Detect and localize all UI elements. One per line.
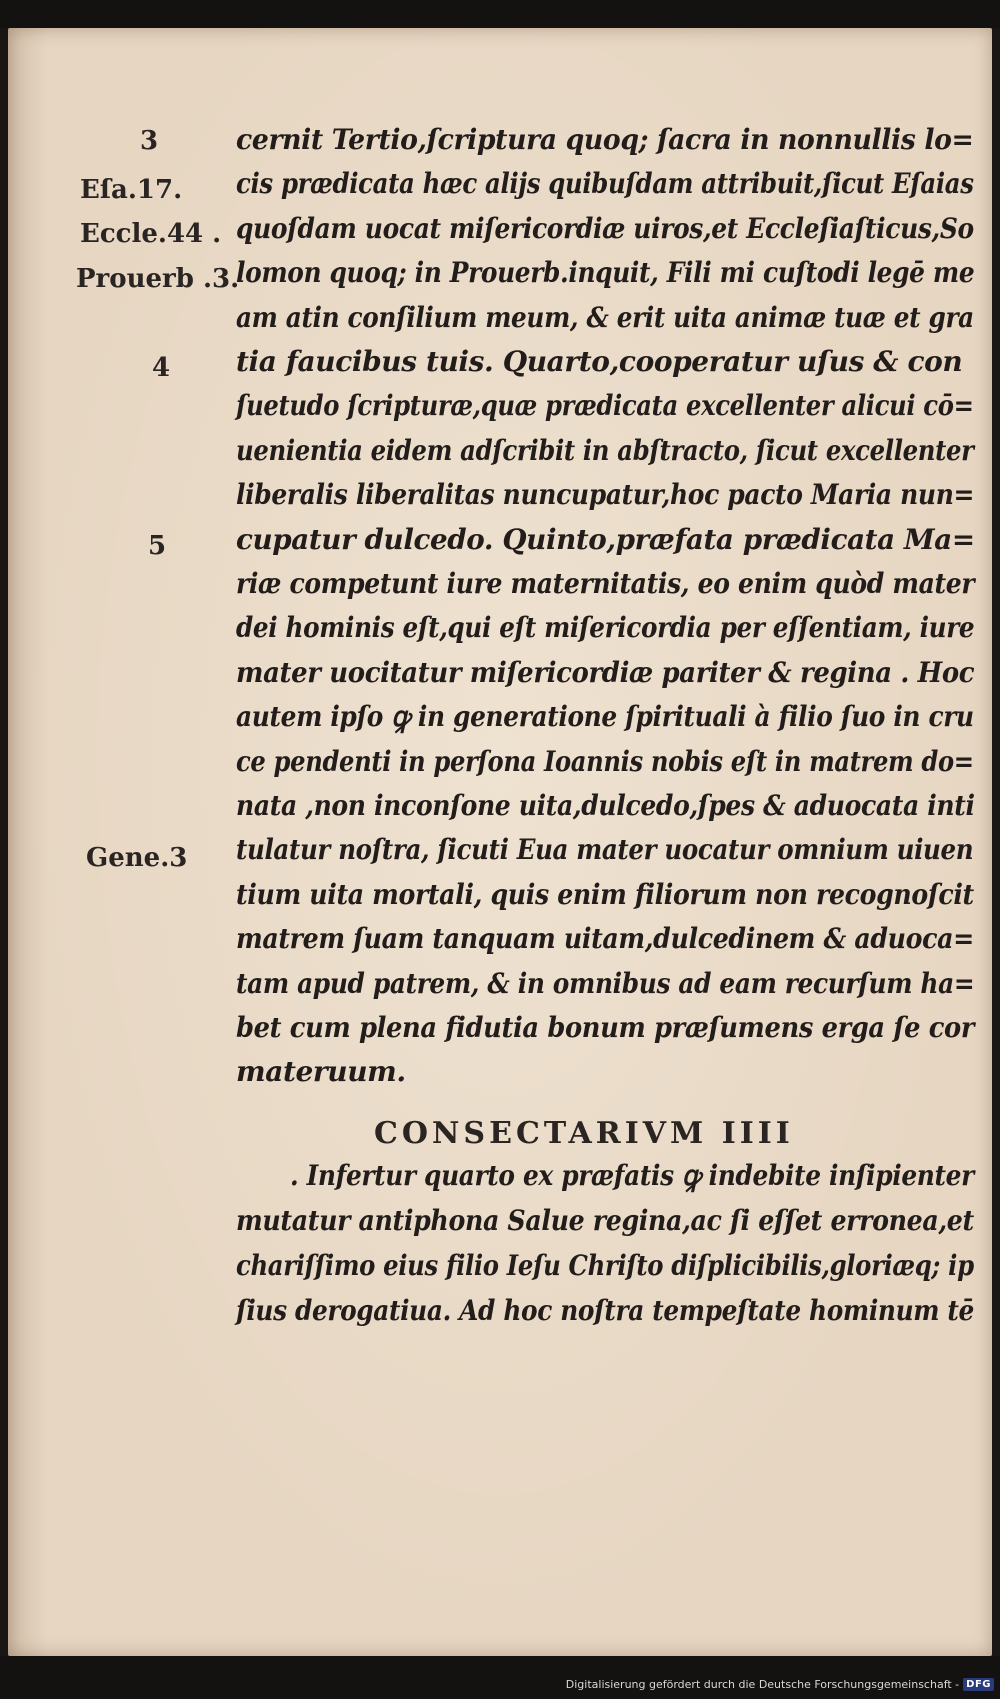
- text-line: uenientia eidem adſcribit in abſtracto, ſicut excellenter: [236, 434, 974, 467]
- text-line: ſius derogatiua. Ad hoc noſtra tempeſtate hominum tē: [236, 1294, 974, 1327]
- text-line: nata ,non inconſone uita,dulcedo,ſpes & aduocata inti: [236, 789, 975, 822]
- margin-note: 4: [152, 353, 171, 383]
- digitization-credit: [566, 1675, 994, 1693]
- text-line: quoſdam uocat miſericordiæ uiros,et Eccleſiaſticus,So: [236, 212, 974, 245]
- text-line: ce pendenti in perſona Ioannis nobis eſt in matrem do=: [236, 745, 974, 778]
- margin-note: Prouerb .3.: [76, 264, 240, 294]
- section-heading: CONSECTARIVM IIII: [374, 1116, 794, 1151]
- text-line: materuum.: [236, 1055, 406, 1088]
- credit-text: Digitalisierung gefördert durch die Deutsche Forschungsgemeinschaft -: [565, 1677, 960, 1691]
- text-line: dei hominis eſt,qui eſt miſericordia per eſſentiam, iure: [236, 611, 975, 644]
- margin-note: Eſa.17.: [80, 175, 183, 205]
- dfg-logo-icon: DFG: [963, 1678, 994, 1691]
- text-line: liberalis liberalitas nuncupatur,hoc pacto Maria nun=: [236, 478, 975, 511]
- text-line: mater uocitatur miſericordiæ pariter & regina . Hoc: [236, 656, 975, 689]
- text-line: . Infertur quarto ex præfatis ꝙ indebite inſipienter: [290, 1159, 974, 1192]
- margin-note: Eccle.44 .: [80, 219, 222, 249]
- text-line: am atin conſilium meum, & erit uita animæ tuæ et gra: [236, 301, 974, 334]
- text-line: bet cum plena fidutia bonum præſumens erga ſe cor: [236, 1011, 975, 1044]
- margin-note: 5: [148, 531, 167, 561]
- margin-note: Gene.3: [86, 843, 188, 873]
- text-line: tia faucibus tuis. Quarto,cooperatur uſus & con: [236, 345, 963, 378]
- text-line: autem ipſo ꝙ in generatione ſpirituali à filio ſuo in cru: [236, 700, 974, 733]
- text-line: tium uita mortali, quis enim filiorum non recognoſcit: [236, 878, 974, 911]
- scan-top-border: [0, 0, 1000, 28]
- text-line: cis prædicata hæc alijs quibuſdam attribuit,ſicut Eſaias: [236, 167, 974, 200]
- scan-bottom-border: [0, 1656, 1000, 1699]
- text-line: chariſſimo eius filio Ieſu Chriſto diſplicibilis,gloriæq; ip: [236, 1249, 974, 1282]
- text-line: tam apud patrem, & in omnibus ad eam recurſum ha=: [236, 967, 975, 1000]
- text-line: cupatur dulcedo. Quinto,præfata prædicata Ma=: [236, 523, 975, 556]
- text-line: lomon quoq; in Prouerb.inquit, Fili mi cuſtodi legē me: [236, 256, 975, 289]
- text-line: riæ competunt iure maternitatis, eo enim quòd mater: [236, 567, 975, 600]
- text-line: mutatur antiphona Salue regina,ac ſi eſſet erronea,et: [236, 1204, 974, 1237]
- text-line: tulatur noſtra, ſicuti Eua mater uocatur omnium uiuen: [236, 833, 974, 866]
- text-line: ſuetudo ſcripturæ,quæ prædicata excellenter alicui cō=: [236, 389, 974, 422]
- text-line: matrem ſuam tanquam uitam,dulcedinem & aduoca=: [236, 922, 974, 955]
- text-line: cernit Tertio,ſcriptura quoq; ſacra in nonnullis lo=: [236, 123, 974, 156]
- margin-note: 3: [140, 126, 159, 156]
